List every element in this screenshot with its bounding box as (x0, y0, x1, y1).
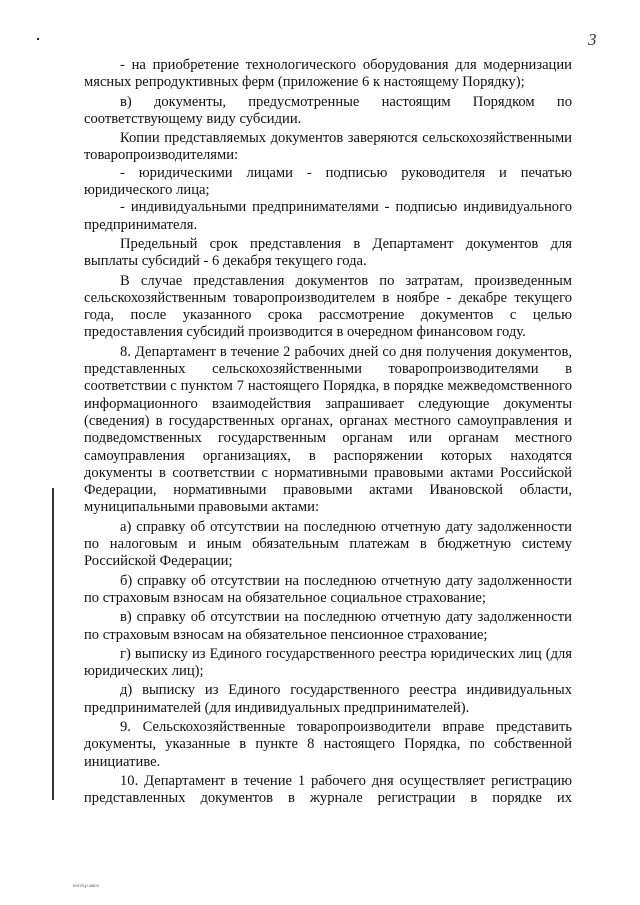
paragraph-copies-certification: Копии представляемых документов заверяются сельскохозяйственными товаропроизводителями: (84, 130, 572, 164)
paragraph-8a-tax-certificate: а) справку об отсутствии на последнюю отчетную дату задолженности по налоговым и иным обязательным платежам в бюджетную систему Российской Федерации; (84, 518, 572, 570)
paragraph-section-8: 8. Департамент в течение 2 рабочих дней со дня получения документов, представленных сельскохозяйственными товаропроизводителями в соответствии с пунктом 7 настоящего Порядка, в порядке межведомственного информационного взаимодействия запрашивает следующие документы (сведения) в государственных органах, органах местного самоуправления и подведомственных государственным органам или органам местного самоуправления организациях, в распоряжении которых находятся документы в соответствии с нормативными правовыми актами Российской Федерации, нормативными правовыми актами Ивановской области, муниципальными правовыми актами: (84, 343, 572, 516)
paragraph-section-9: 9. Сельскохозяйственные товаропроизводители вправе представить документы, указанные в пункте 8 настоящего Порядка, по собственной инициативе. (84, 718, 572, 770)
paragraph-8v-pension-insurance: в) справку об отсутствии на последнюю отчетную дату задолженности по страховым взносам на обязательное пенсионное страхование; (84, 609, 572, 643)
paragraph-individual-entrepreneurs: - индивидуальными предпринимателями - подписью индивидуального предпринимателя. (84, 199, 572, 233)
paragraph-item-v-documents: в) документы, предусмотренные настоящим Порядком по соответствующему виду субсидии. (84, 93, 572, 127)
paragraph-equipment-item: - на приобретение технологического оборудования для модернизации мясных репродуктивных ферм (приложение 6 к настоящему Порядку); (84, 57, 572, 91)
paragraph-8b-social-insurance: б) справку об отсутствии на последнюю отчетную дату задолженности по страховым взносам на обязательное социальное страхование; (84, 572, 572, 606)
scan-dot-mark (37, 38, 39, 40)
paragraph-late-submission: В случае представления документов по затратам, произведенным сельскохозяйственным товаропроизводителем в ноябре - декабре текущего года, после указанного срока рассмотрение документов с целью предоставления субсидий производится в очередном финансовом году. (84, 272, 572, 341)
margin-line-mark (52, 488, 54, 800)
footer-file-code: пост.р.мясо (73, 884, 100, 889)
document-body (84, 57, 572, 807)
paragraph-8d-entrepreneur-registry: д) выписку из Единого государственного реестра индивидуальных предпринимателей (для индивидуальных предпринимателей). (84, 682, 572, 716)
paragraph-legal-entities: - юридическими лицами - подписью руководителя и печатью юридического лица; (84, 164, 572, 199)
paragraph-deadline: Предельный срок представления в Департамент документов для выплаты субсидий - 6 декабря текущего года. (84, 235, 572, 270)
paragraph-section-10: 10. Департамент в течение 1 рабочего дня осуществляет регистрацию представленных документов в журнале регистрации в порядке их (84, 772, 572, 807)
paragraph-8g-legal-registry: г) выписку из Единого государственного реестра юридических лиц (для юридических лиц); (84, 645, 572, 680)
page-number: 3 (588, 30, 597, 49)
